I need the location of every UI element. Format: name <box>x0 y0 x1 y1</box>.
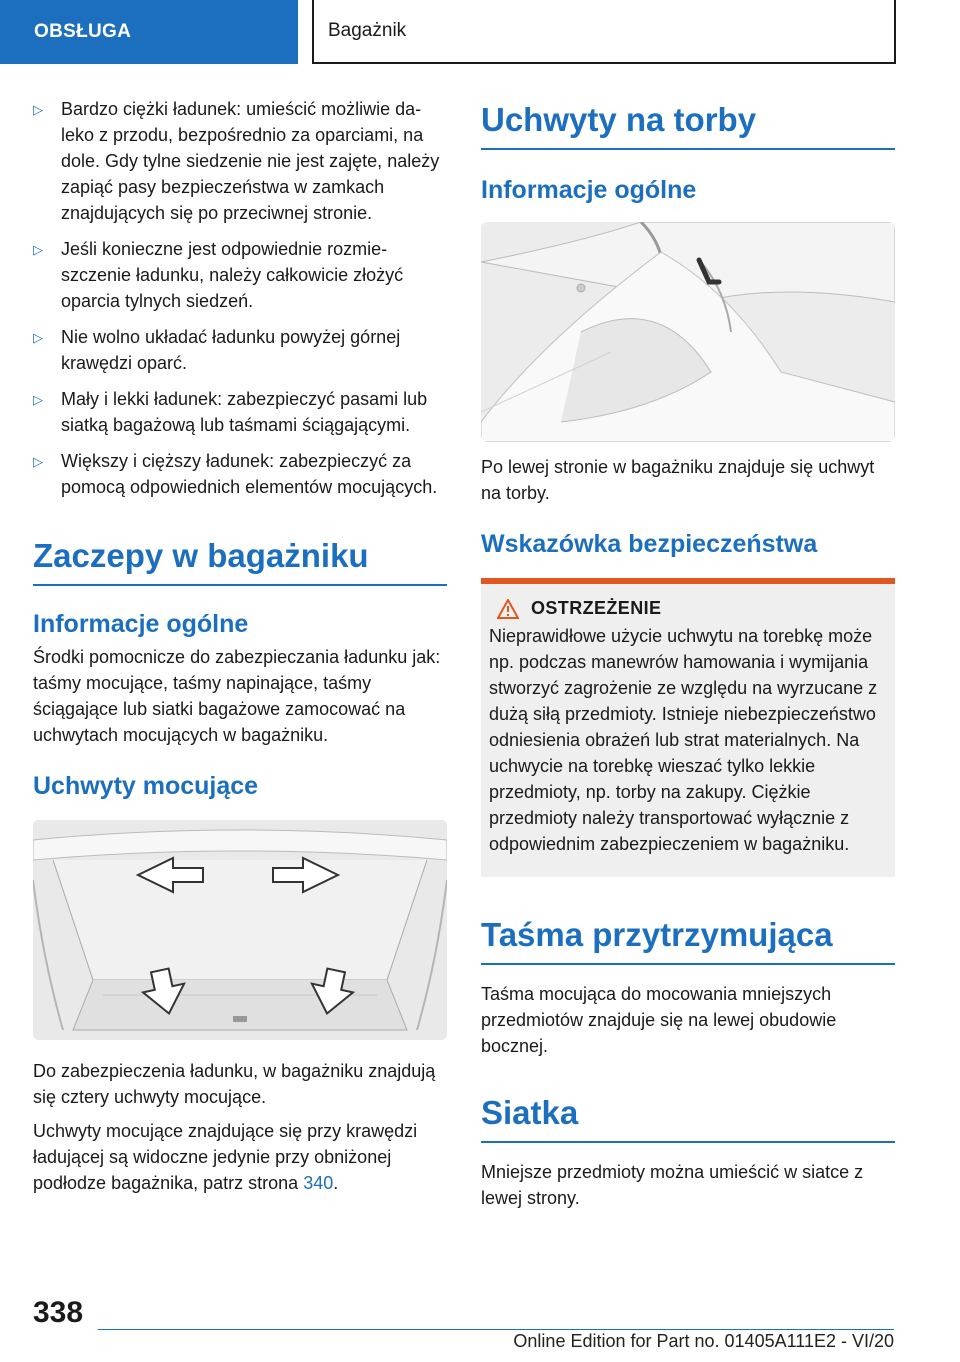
chapter-tab: OBSŁUGA <box>0 0 298 64</box>
heading-safety-note: Wskazówka bezpieczeństwa <box>481 530 818 558</box>
list-item: ▷ Większy i cięższy ładunek: zabezpieczyć za pomocą odpowiednich elementów mocujących. <box>33 448 447 500</box>
paragraph-lashing-eyes-location: Uchwyty mocujące znajdujące się przy krawędzi ładującej są widoczne jedynie przy obniżonej podłodze bagażnika, patrz strona 340. <box>33 1121 418 1193</box>
heading-retaining-strap: Taśma przytrzymująca <box>481 915 895 965</box>
heading-net: Siatka <box>481 1093 895 1143</box>
warning-box <box>481 578 895 877</box>
triangle-bullet-icon: ▷ <box>33 454 43 469</box>
list-item: ▷ Mały i lekki ładunek: zabezpieczyć pasami lub siatką bagażową lub taśmami ściągającymi. <box>33 386 447 438</box>
heading-lashing-eyes: Uchwyty mocujące <box>33 772 259 800</box>
bag-hook-image <box>481 222 895 442</box>
edition-info: Online Edition for Part no. 01405A111E2 - VI/20 <box>513 1331 894 1351</box>
warning-header: OSTRZEŻENIE <box>489 598 887 619</box>
footer-divider <box>98 1329 894 1330</box>
warning-text: Nieprawidłowe użycie uchwytu na torebkę może np. podczas manewrów hamowania i wymijania stworzyć zagrożenie ze względu na wyrzucane z dużą siłą przedmioty. Istnieje niebezpieczeństwo odniesienia obrażeń lub strat materialnych. Na uchwycie na torebkę wieszać tylko lekkie przedmioty, np. torby na zakupy. Ciężkie przedmioty należy transportować wyłącznie z odpowiednim zabezpieczeniem w bagażniku. <box>489 626 878 854</box>
heading-lashing-eyes-section: Zaczepy w bagażniku <box>33 536 447 586</box>
paragraph-lashing-eyes-count: Do zabezpieczenia ładunku, w bagażniku znajdują się cztery uchwyty mocujące. <box>33 1061 436 1107</box>
topic-header: Bagażnik <box>312 0 896 64</box>
triangle-bullet-icon: ▷ <box>33 392 43 407</box>
paragraph-general-info: Środki pomocnicze do zabezpieczania ładunku jak: taśmy mocujące, taśmy napinające, taśmy ściągające lub siatki bagażowe zamocować na uchwytach mocujących w bagażniku. <box>33 647 441 745</box>
list-item: ▷ Nie wolno układać ładunku powyżej górnej krawędzi oparć. <box>33 324 447 376</box>
left-column <box>33 96 447 1196</box>
triangle-bullet-icon: ▷ <box>33 330 43 345</box>
heading-bag-hooks: Uchwyty na torby <box>481 100 895 150</box>
paragraph-bag-hook: Po lewej stronie w bagażniku znajduje się uchwyt na torby. <box>481 457 875 503</box>
page-reference-link[interactable]: 340 <box>303 1173 334 1193</box>
triangle-bullet-icon: ▷ <box>33 242 43 257</box>
paragraph-net: Mniejsze przedmioty można umieścić w siatce z lewej strony. <box>481 1162 864 1208</box>
trunk-lashing-eyes-image <box>33 820 447 1040</box>
heading-general-info-right: Informacje ogólne <box>481 176 697 204</box>
paragraph-retaining-strap: Taśma mocująca do mocowania mniejszych przedmiotów znajduje się na lewej obudowie bocznej. <box>481 984 837 1056</box>
list-item: ▷ Bardzo ciężki ładunek: umieścić możliwie daleko z przodu, bezpośrednio za oparciami, na dole. Gdy tylne siedzenie nie jest zajęte, należy zapiąć pasy bezpieczeństwa w zamkach znajdujących się po przeciwnej stronie. <box>33 96 447 226</box>
heading-general-info: Informacje ogólne <box>33 610 249 638</box>
triangle-bullet-icon: ▷ <box>33 102 43 117</box>
right-column <box>481 100 895 1211</box>
list-item: ▷ Jeśli konieczne jest odpowiednie rozmieszczenie ładunku, należy całkowicie złożyć oparcia tylnych siedzeń. <box>33 236 447 314</box>
bullet-list <box>33 96 447 500</box>
page-number: 338 <box>33 1296 84 1329</box>
warning-triangle-icon <box>497 599 519 619</box>
